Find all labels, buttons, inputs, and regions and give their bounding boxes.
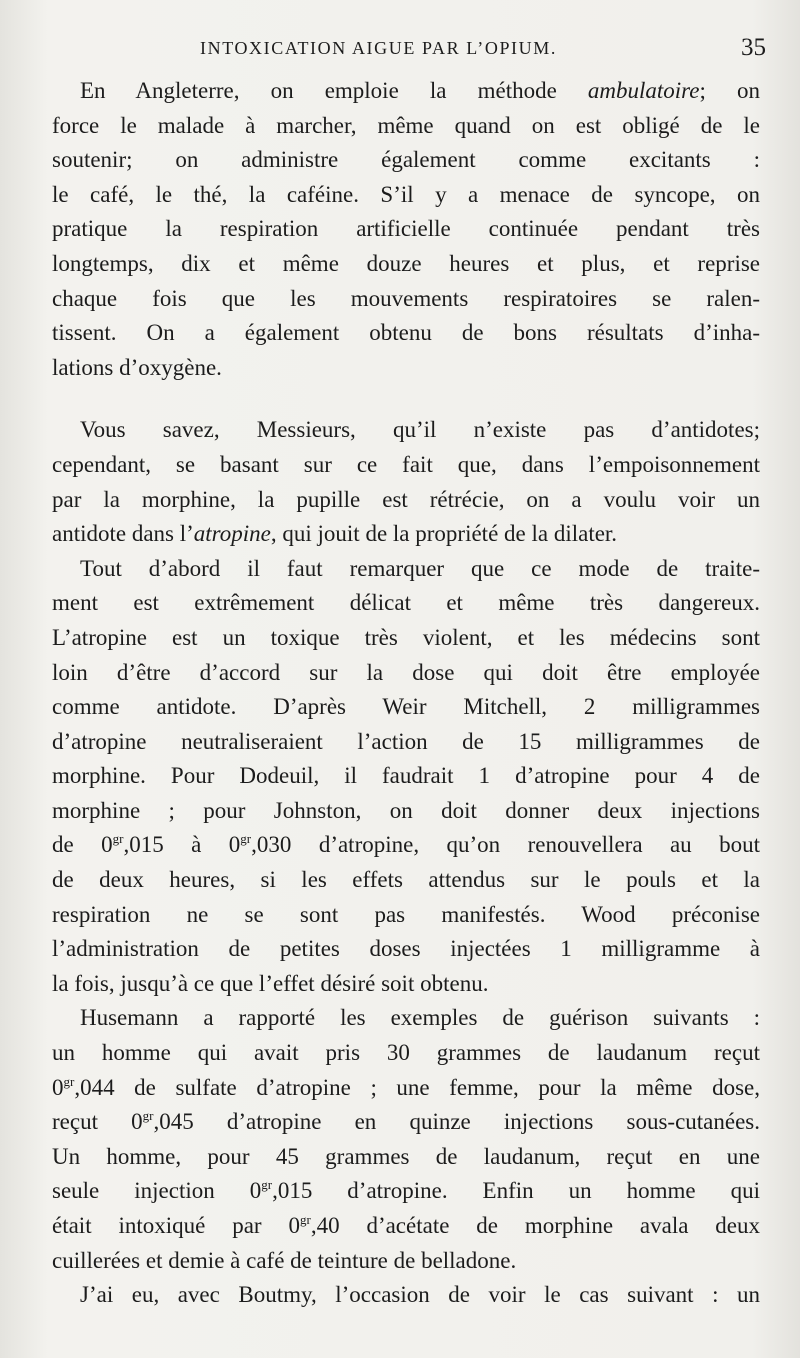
- text-run: loin d’être d’accord sur la dose qui doit être employée: [52, 659, 760, 685]
- text-run: par la morphine, la pupille est rétrécie, on a voulu voir un: [52, 486, 760, 512]
- text-line: [52, 932, 760, 967]
- text-run: lations d’oxygène.: [52, 354, 222, 380]
- text-run: morphine ; pour Johnston, on doit donner deux injections: [52, 797, 760, 823]
- text-run: Husemann a rapporté les exemples de guérison suivants :: [80, 1005, 760, 1031]
- text-line: [52, 1278, 760, 1313]
- text-line: [52, 1140, 760, 1175]
- text-line: [52, 621, 760, 656]
- text-run: seule injection 0: [52, 1178, 262, 1204]
- paragraph: [52, 413, 760, 551]
- text-run: ; on: [699, 78, 760, 103]
- text-run: ,030 d’atropine, qu’on renouvellera au bout: [251, 832, 760, 858]
- text-run: morphine. Pour Dodeuil, il faudrait 1 d’atropine pour 4 de: [52, 763, 760, 789]
- unit-superscript: gr: [142, 1108, 154, 1124]
- text-run: le café, le thé, la caféine. S’il y a menace de syncope, on: [52, 181, 760, 207]
- text-run: ,40 d’acétate de morphine avala deux: [310, 1213, 760, 1238]
- text-run: ,015 à 0: [123, 832, 241, 858]
- unit-superscript: gr: [261, 1177, 273, 1193]
- text-line: [52, 1001, 760, 1036]
- text-run: reçut 0: [52, 1109, 143, 1135]
- text-line: [52, 316, 760, 351]
- text-run: respiration ne se sont pas manifestés. Wood préconise: [52, 901, 760, 927]
- text-run: ment est extrêmement délicat et même très dangereux.: [52, 590, 760, 616]
- text-run: de deux heures, si les effets attendus sur le pouls et la: [52, 867, 760, 893]
- text-line: [52, 351, 760, 386]
- paragraph: [52, 1001, 760, 1278]
- italic-term: atropine: [193, 521, 271, 547]
- unit-superscript: gr: [240, 831, 252, 847]
- text-run: de 0: [52, 832, 113, 858]
- text-line: [52, 656, 760, 691]
- text-line: [52, 448, 760, 483]
- text-line: [52, 74, 760, 109]
- text-run: longtemps, dix et même douze heures et plus, et reprise: [52, 250, 760, 276]
- text-line: [52, 413, 760, 448]
- text-run: comme antidote. D’après Weir Mitchell, 2 milligrammes: [52, 694, 760, 720]
- text-run: chaque fois que les mouvements respiratoires se ralen-: [52, 285, 760, 311]
- text-run: la fois, jusqu’à ce que l’effet désiré soit obtenu.: [52, 970, 489, 996]
- text-line: [52, 1105, 760, 1140]
- text-line: [52, 109, 760, 144]
- paragraph: [52, 1278, 760, 1313]
- text-line: [52, 898, 760, 933]
- text-run: Vous savez, Messieurs, qu’il n’existe pas d’antidotes;: [80, 417, 760, 443]
- text-line: [52, 1244, 760, 1279]
- text-run: , qui jouit de la propriété de la dilater.: [270, 521, 618, 547]
- text-line: [52, 1209, 760, 1244]
- text-run: antidote dans l’: [52, 521, 194, 547]
- paragraph-gap: [52, 385, 760, 413]
- text-line: [52, 863, 760, 898]
- text-line: [52, 828, 760, 863]
- text-run: tissent. On a également obtenu de bons résultats d’inha-: [52, 320, 760, 346]
- text-line: [52, 794, 760, 829]
- body-text: [52, 74, 760, 1313]
- text-line: [52, 483, 760, 518]
- italic-term: ambulatoire: [587, 78, 700, 103]
- text-line: [52, 586, 760, 621]
- text-run: En Angleterre, on emploie la méthode: [80, 78, 588, 103]
- text-run: ,015 d’atropine. Enfin un homme qui: [272, 1178, 760, 1204]
- text-line: [52, 690, 760, 725]
- text-run: l’administration de petites doses injectées 1 milligramme à: [52, 936, 760, 962]
- text-line: [52, 1071, 760, 1106]
- text-line: [52, 247, 760, 282]
- text-run: J’ai eu, avec Boutmy, l’occasion de voir le cas suivant : un: [80, 1282, 760, 1308]
- text-run: force le malade à marcher, même quand on est obligé de le: [52, 112, 760, 138]
- unit-superscript: gr: [299, 1212, 311, 1227]
- text-run: ,045 d’atropine en quinze injections sous-cutanées.: [153, 1109, 760, 1135]
- unit-superscript: gr: [112, 831, 124, 847]
- text-line: [52, 967, 760, 1002]
- unit-superscript: gr: [63, 1073, 75, 1089]
- text-run: cependant, se basant sur ce fait que, dans l’empoisonnement: [52, 451, 760, 477]
- text-line: [52, 759, 760, 794]
- text-run: ,044 de sulfate d’atropine ; une femme, pour la même dose,: [74, 1074, 760, 1100]
- text-line: [52, 725, 760, 760]
- text-line: [52, 212, 760, 247]
- text-line: [52, 143, 760, 178]
- text-line: [52, 517, 760, 552]
- text-run: soutenir; on administre également comme excitants :: [52, 147, 760, 173]
- text-line: [52, 552, 760, 587]
- running-title: INTOXICATION AIGUE PAR L’OPIUM.: [200, 38, 557, 58]
- page-header: [0, 34, 800, 72]
- paragraph: [52, 74, 760, 385]
- text-line: [52, 1174, 760, 1209]
- text-line: [52, 282, 760, 317]
- text-run: L’atropine est un toxique très violent, et les médecins sont: [52, 624, 760, 650]
- text-run: Tout d’abord il faut remarquer que ce mode de traite-: [80, 555, 760, 581]
- text-run: un homme qui avait pris 30 grammes de laudanum reçut: [52, 1040, 760, 1066]
- text-run: cuillerées et demie à café de teinture de belladone.: [52, 1247, 517, 1273]
- text-run: Un homme, pour 45 grammes de laudanum, reçut en une: [52, 1143, 760, 1169]
- text-run: d’atropine neutraliseraient l’action de 15 milligrammes de: [52, 728, 760, 754]
- text-run: 0: [52, 1074, 64, 1100]
- text-run: était intoxiqué par 0: [52, 1213, 300, 1238]
- paragraph: [52, 552, 760, 1002]
- text-run: pratique la respiration artificielle continuée pendant très: [52, 216, 760, 242]
- text-line: [52, 178, 760, 213]
- page-number: 35: [741, 34, 766, 61]
- text-line: [52, 1036, 760, 1071]
